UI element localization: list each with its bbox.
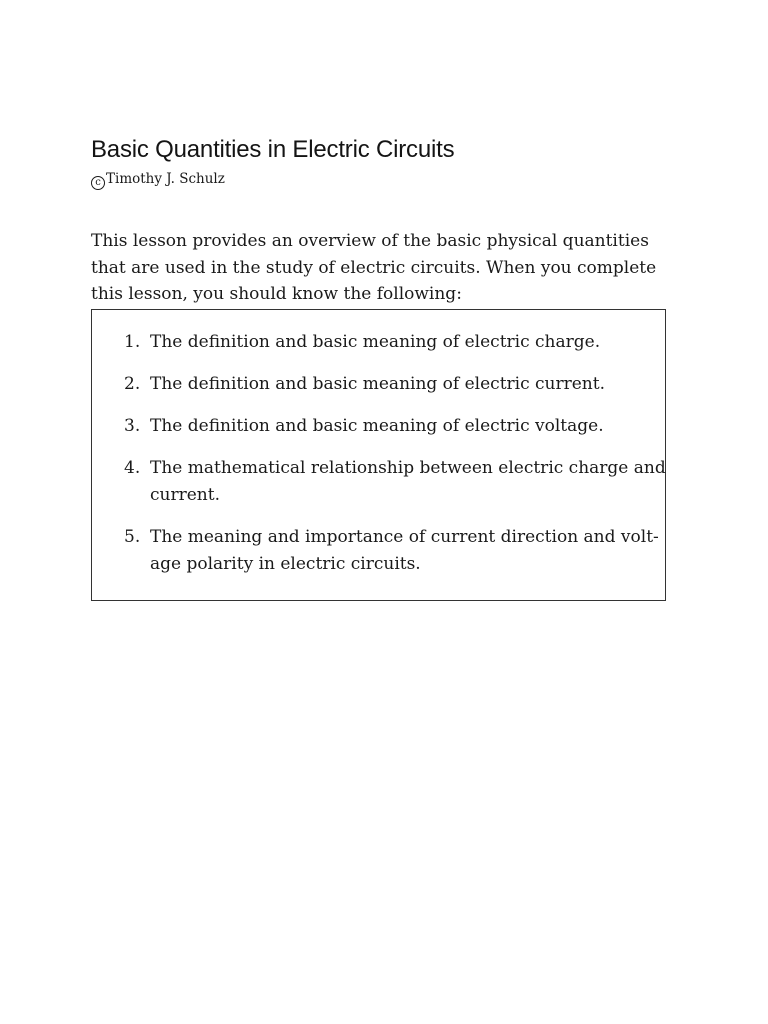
objective-text: The mathematical relationship between electric charge and — [150, 458, 666, 478]
author-line — [91, 171, 225, 190]
objective-item — [124, 371, 660, 398]
objective-text: The definition and basic meaning of electric current. — [150, 374, 605, 394]
objective-number: 3. — [124, 416, 141, 436]
document-title: Basic Quantities in Electric Circuits — [91, 136, 455, 163]
objective-item — [124, 455, 666, 508]
objective-number: 4. — [124, 458, 141, 478]
objective-number: 2. — [124, 374, 141, 394]
objective-text: The meaning and importance of current direction and volt- — [150, 527, 659, 547]
objective-text: The definition and basic meaning of electric charge. — [150, 332, 601, 352]
copyright-icon: c — [91, 176, 105, 190]
objective-item — [124, 524, 660, 577]
objectives-box — [91, 309, 666, 601]
objective-number: 1. — [124, 332, 141, 352]
objectives-list — [92, 310, 665, 600]
objective-text: age polarity in electric circuits. — [150, 553, 421, 574]
objective-item — [124, 329, 660, 356]
intro-paragraph — [91, 228, 661, 308]
intro-line: This lesson provides an overview of the basic physical quantities — [91, 231, 649, 251]
objective-text: The definition and basic meaning of electric voltage. — [150, 416, 604, 436]
intro-line: this lesson, you should know the following: — [91, 284, 462, 304]
author-name: Timothy J. Schulz — [106, 171, 225, 187]
objective-number: 5. — [124, 527, 141, 547]
objective-item — [124, 413, 660, 440]
objective-text: current. — [150, 484, 220, 505]
intro-line: that are used in the study of electric circuits. When you complete — [91, 257, 657, 278]
